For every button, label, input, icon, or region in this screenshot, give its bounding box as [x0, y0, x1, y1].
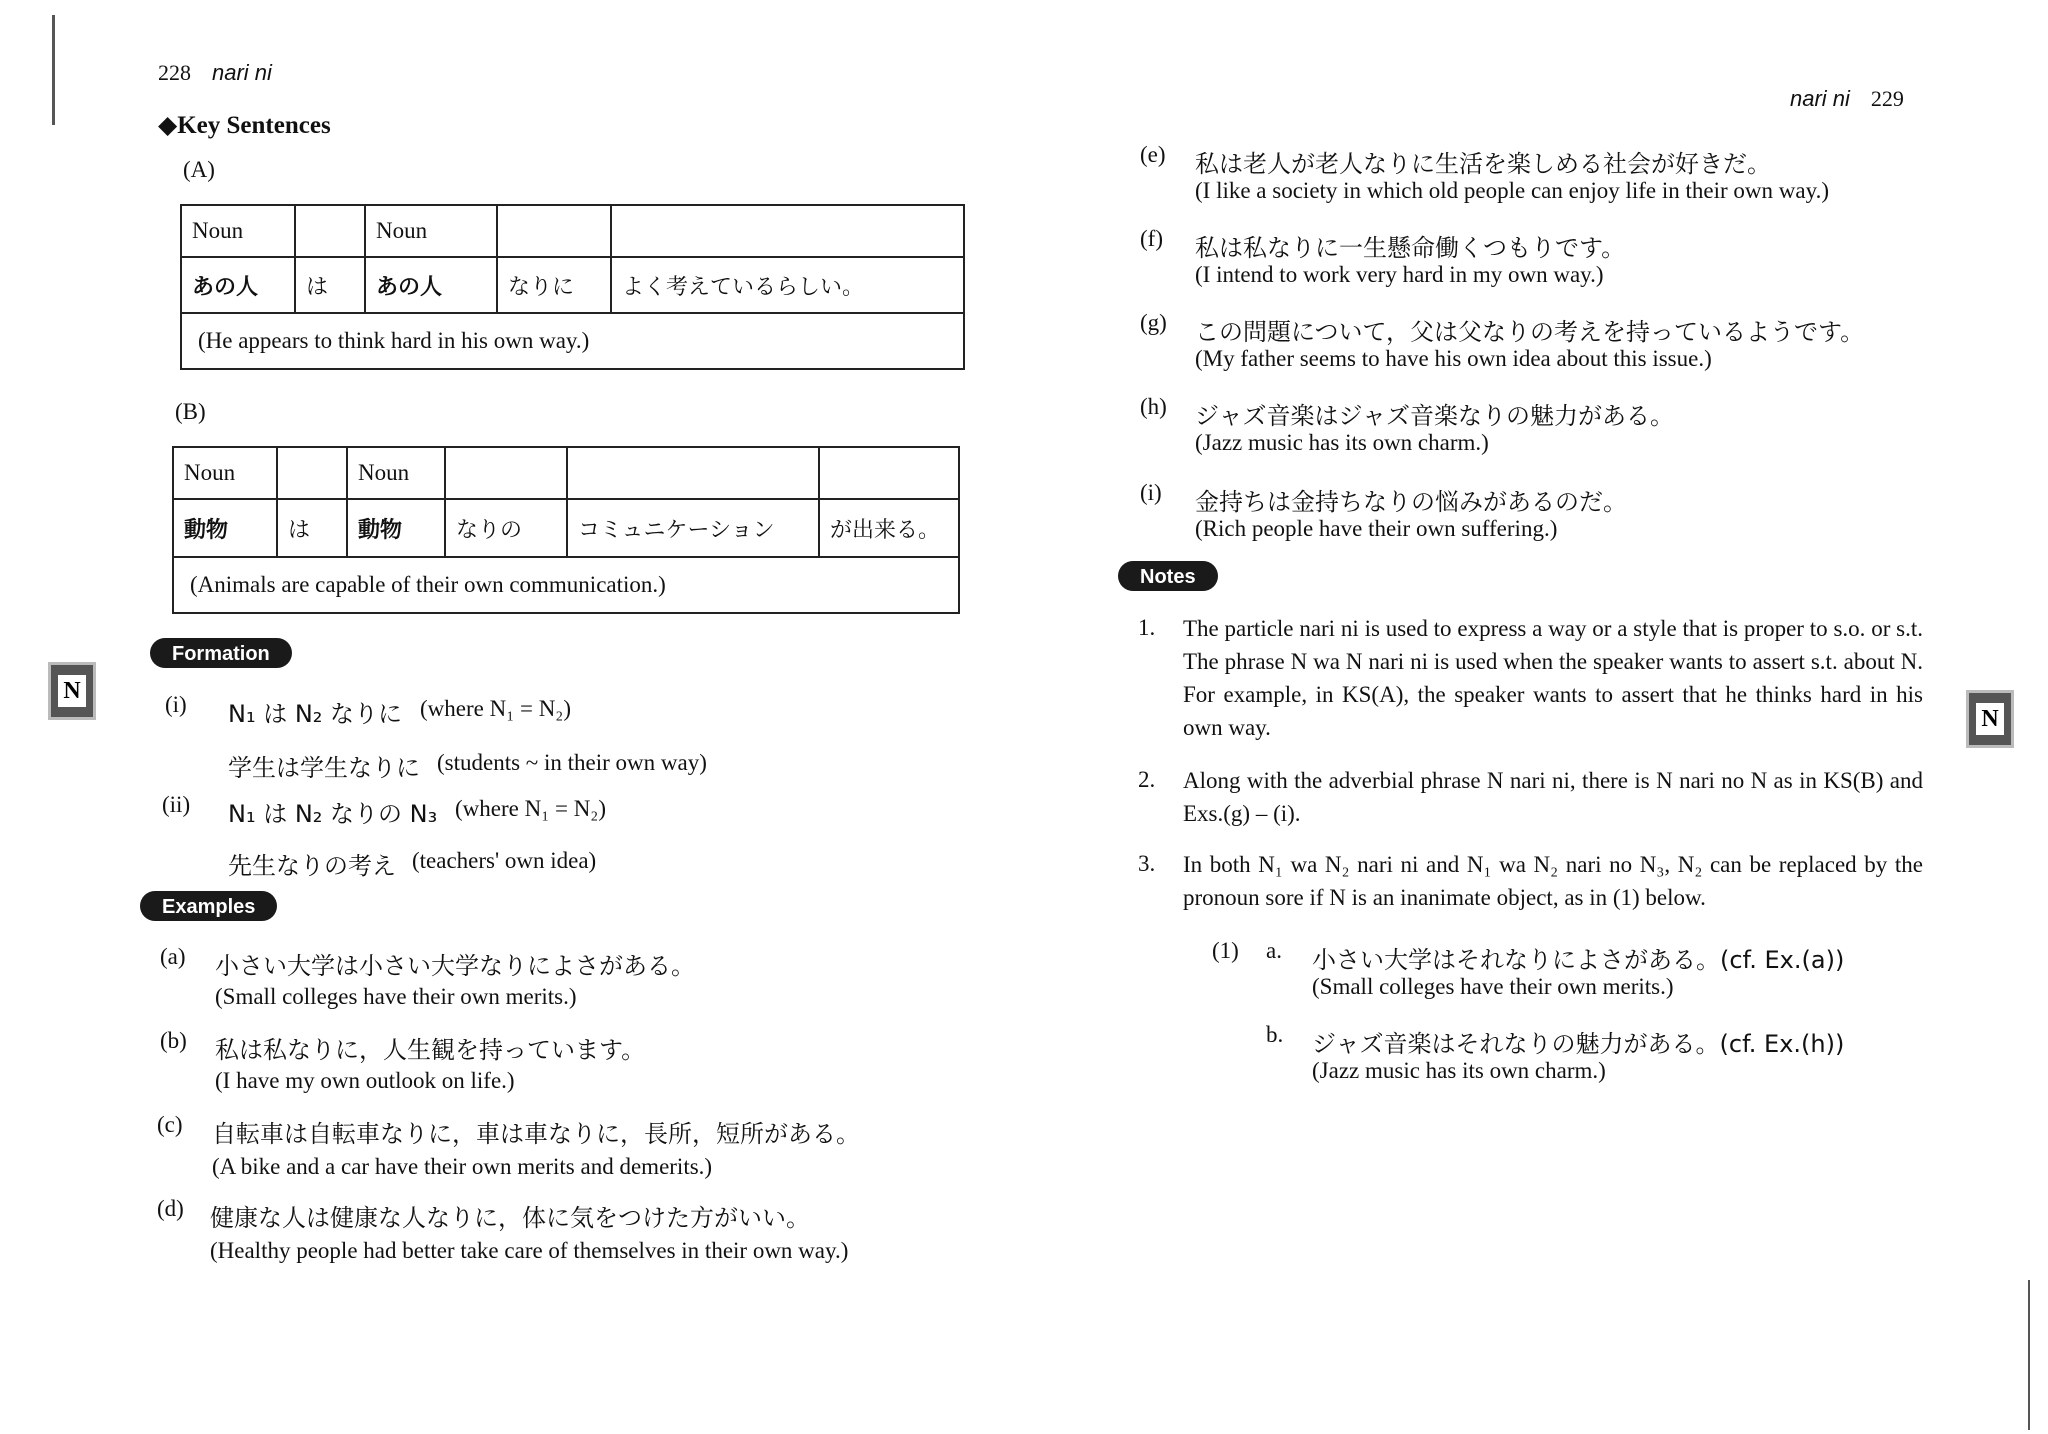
example-marker: (h) [1140, 394, 1167, 419]
example-marker: (f) [1140, 226, 1163, 251]
table-row [181, 257, 964, 313]
left-page-header [158, 60, 272, 86]
example-en: (Small colleges have their own merits.) [215, 984, 577, 1009]
example-en: (A bike and a car have their own merits and demerits.) [212, 1154, 713, 1179]
formation-example-en: (students ~ in their own way) [437, 750, 707, 775]
sub-example-number: (1) [1212, 938, 1239, 963]
example-jp: 私は私なりに，人生観を持っています。 [215, 1036, 646, 1064]
sub-example-jp: ジャズ音楽はそれなりの魅力がある。(cf. Ex.(h)) [1312, 1030, 1845, 1058]
example-en: (Jazz music has its own charm.) [1195, 430, 1489, 455]
table-cell [819, 447, 959, 499]
example-marker: (e) [1140, 142, 1166, 167]
example-marker: (c) [157, 1112, 183, 1137]
example-jp: 金持ちは金持ちなりの悩みがあるのだ。 [1195, 488, 1627, 516]
example-jp: 私は私なりに一生懸命働くつもりです。 [1195, 234, 1626, 262]
formation-condition: (where N₁ = N₂) [420, 696, 571, 721]
example-marker: (i) [1140, 480, 1162, 505]
table-cell: は [277, 499, 347, 557]
table-b-label: (B) [175, 399, 206, 424]
thumb-tab-letter: N [58, 675, 86, 707]
formation-pattern: N₁ は N₂ なりに [228, 700, 403, 728]
example-marker: (b) [160, 1028, 187, 1053]
right-page-header [1790, 86, 1904, 112]
table-row [173, 499, 959, 557]
example-jp: 小さい大学は小さい大学なりによさがある。 [215, 952, 695, 980]
example-en: (My father seems to have his own idea about this issue.) [1195, 346, 1712, 371]
formation-pattern: N₁ は N₂ なりの N₃ [228, 800, 438, 828]
key-sentence-table-a [180, 204, 965, 370]
formation-example-en: (teachers' own idea) [412, 848, 597, 873]
table-cell: なりの [445, 499, 567, 557]
formation-example-jp: 学生は学生なりに [228, 754, 420, 782]
table-translation: (Animals are capable of their own communication.) [173, 557, 959, 613]
note-text: In both N₁ wa N₂ nari ni and N₁ wa N₂ nari no N₃, N₂ can be replaced by the pronoun sore if N is an inanimate object, as in (1) below. [1183, 852, 1923, 910]
thumb-tab-left [48, 662, 96, 720]
table-cell: Noun [365, 205, 497, 257]
sub-example-marker: b. [1266, 1022, 1284, 1047]
example-jp: ジャズ音楽はジャズ音楽なりの魅力がある。 [1195, 402, 1675, 430]
note-marker: 2. [1138, 767, 1156, 792]
right-running-title: nari ni [1790, 86, 1850, 111]
sub-example-en: (Small colleges have their own merits.) [1312, 974, 1674, 999]
table-cell: Noun [181, 205, 295, 257]
formation-condition: (where N₁ = N₂) [455, 796, 606, 821]
left-running-title: nari ni [212, 60, 272, 85]
sub-example-jp: 小さい大学はそれなりによさがある。(cf. Ex.(a)) [1312, 946, 1845, 974]
table-cell: あの人 [181, 257, 295, 313]
table-cell: なりに [497, 257, 611, 313]
table-cell [277, 447, 347, 499]
formation-marker: (i) [165, 692, 187, 717]
example-en: (I like a society in which old people can enjoy life in their own way.) [1195, 178, 1830, 203]
table-cell: あの人 [365, 257, 497, 313]
right-page-number: 229 [1870, 86, 1904, 111]
table-cell: コミュニケーション [567, 499, 819, 557]
table-cell [295, 205, 365, 257]
table-cell: Noun [347, 447, 445, 499]
example-jp: 私は老人が老人なりに生活を楽しめる社会が好きだ。 [1195, 150, 1771, 178]
table-row [181, 205, 964, 257]
table-a-label: (A) [183, 157, 215, 182]
table-cell: よく考えているらしい。 [611, 257, 964, 313]
table-cell [611, 205, 964, 257]
example-en: (I intend to work very hard in my own way.) [1195, 262, 1604, 287]
note-marker: 1. [1138, 615, 1156, 640]
table-cell: は [295, 257, 365, 313]
formation-example-jp: 先生なりの考え [228, 852, 396, 880]
table-translation: (He appears to think hard in his own way.) [181, 313, 964, 369]
thumb-tab-right [1966, 690, 2014, 748]
note-text: The particle nari ni is used to express a way or a style that is proper to s.o. or s.t. The phrase N wa N nari ni is used when the speaker wants to assert s.t. about N. For example, in KS(A), the speaker wants to assert that he thinks hard in his own way. [1183, 616, 1923, 740]
example-en: (Rich people have their own suffering.) [1195, 516, 1558, 541]
formation-marker: (ii) [162, 792, 191, 817]
key-sentences-title: ◆Key Sentences [158, 112, 331, 139]
example-en: (I have my own outlook on life.) [215, 1068, 515, 1093]
thumb-tab-letter: N [1976, 703, 2004, 735]
table-cell [497, 205, 611, 257]
example-jp: 自転車は自転車なりに，車は車なりに，長所，短所がある。 [212, 1120, 860, 1148]
key-sentence-table-b [172, 446, 960, 614]
examples-label: Examples [140, 891, 277, 921]
table-row [173, 557, 959, 613]
table-cell: 動物 [173, 499, 277, 557]
example-marker: (d) [157, 1196, 184, 1221]
notes-label: Notes [1118, 561, 1218, 591]
scan-edge-mark [52, 15, 55, 125]
table-cell: 動物 [347, 499, 445, 557]
example-jp: 健康な人は健康な人なりに，体に気をつけた方がいい。 [210, 1204, 810, 1232]
example-marker: (a) [160, 944, 186, 969]
scan-edge-mark [2028, 1280, 2030, 1430]
table-row [173, 447, 959, 499]
table-cell: Noun [173, 447, 277, 499]
example-jp: この問題について，父は父なりの考えを持っているようです。 [1195, 318, 1865, 346]
table-cell: が出来る。 [819, 499, 959, 557]
note-marker: 3. [1138, 851, 1156, 876]
table-cell [567, 447, 819, 499]
example-marker: (g) [1140, 310, 1167, 335]
sub-example-marker: a. [1266, 938, 1282, 963]
table-row [181, 313, 964, 369]
left-page-number: 228 [158, 60, 191, 85]
sub-example-en: (Jazz music has its own charm.) [1312, 1058, 1606, 1083]
formation-label: Formation [150, 638, 292, 668]
example-en: (Healthy people had better take care of themselves in their own way.) [210, 1238, 849, 1263]
note-text: Along with the adverbial phrase N nari ni, there is N nari no N as in KS(B) and Exs.(g) – (i). [1183, 768, 1923, 826]
table-cell [445, 447, 567, 499]
